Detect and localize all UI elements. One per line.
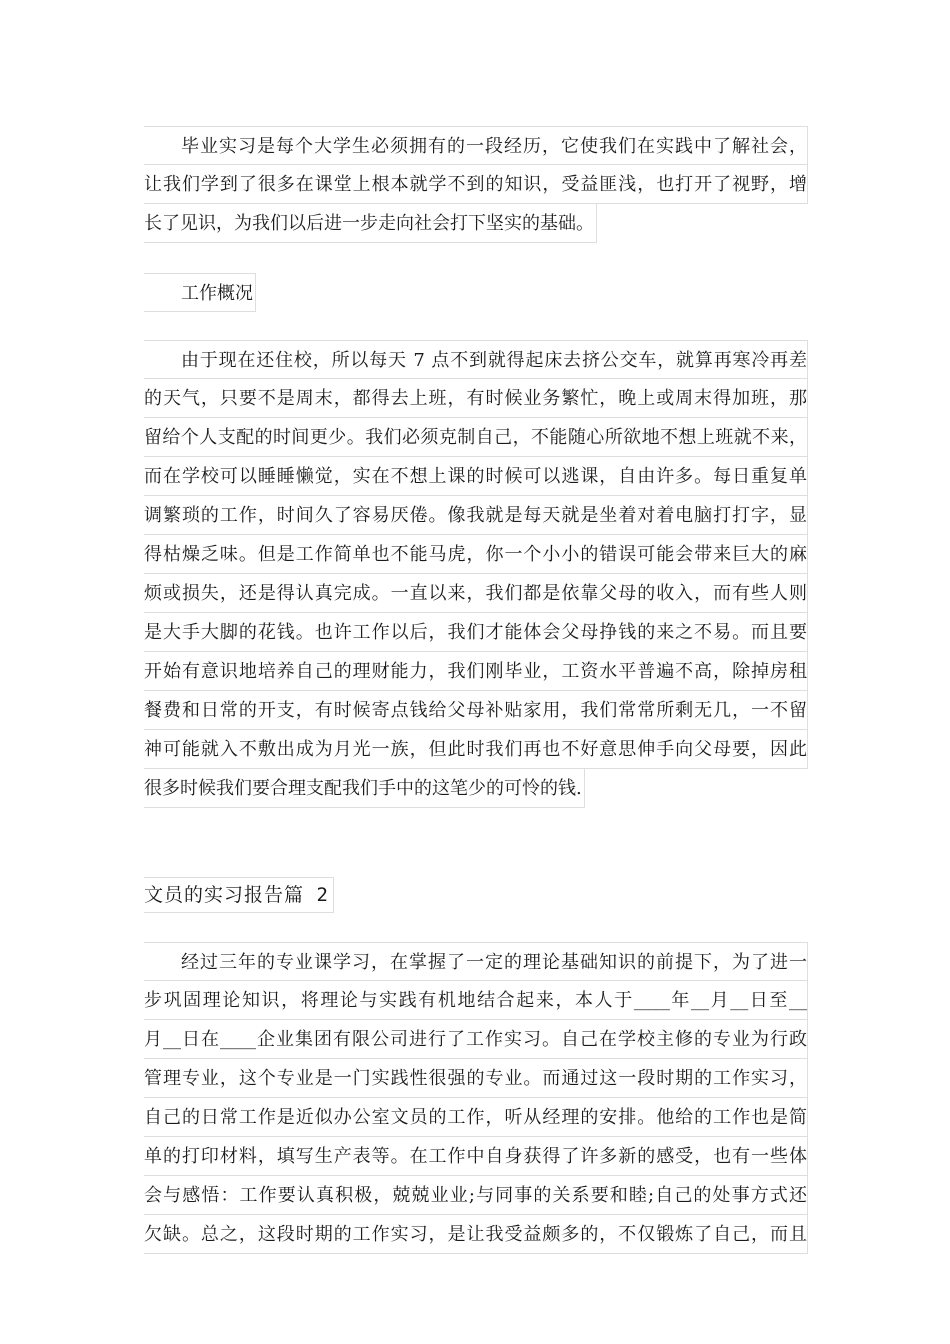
- text-line: 是大手大脚的花钱。也许工作以后，我们才能体会父母挣钱的来之不易。而且要: [144, 613, 808, 652]
- text-line: 会与感悟：工作要认真积极，兢兢业业;与同事的关系要和睦;自己的处事方式还: [144, 1176, 808, 1215]
- text-line: 神可能就入不敷出成为月光一族，但此时我们再也不好意思伸手向父母要，因此: [144, 730, 808, 769]
- text-line: 留给个人支配的时间更少。我们必须克制自己，不能随心所欲地不想上班就不来，: [144, 418, 808, 457]
- text-line: 餐费和日常的开支，有时候寄点钱给父母补贴家用，我们常常所剩无几，一不留: [144, 691, 808, 730]
- text-line: 步巩固理论知识，将理论与实践有机地结合起来，本人于____年__月__日至__: [144, 981, 808, 1020]
- paragraph-intro: [144, 126, 808, 247]
- text-line: 单的打印材料，填写生产表等。在工作中自身获得了许多新的感受，也有一些体: [144, 1137, 808, 1176]
- text-line: 开始有意识地培养自己的理财能力，我们刚毕业，工资水平普遍不高，除掉房租: [144, 652, 808, 691]
- text-line: 欠缺。总之，这段时期的工作实习，是让我受益颇多的，不仅锻炼了自己，而且: [144, 1215, 808, 1254]
- text-line: 让我们学到了很多在课堂上根本就学不到的知识，受益匪浅，也打开了视野，增: [144, 165, 808, 204]
- paragraph-report-2: [144, 942, 808, 1254]
- text-line: 的天气，只要不是周末，都得去上班，有时候业务繁忙，晚上或周末得加班，那: [144, 379, 808, 418]
- text-line: 管理专业，这个专业是一门实践性很强的专业。而通过这一段时期的工作实习，: [144, 1059, 808, 1098]
- section-title: 文员的实习报告篇 2: [144, 877, 334, 913]
- text-line: 而在学校可以睡睡懒觉，实在不想上课的时候可以逃课，自由许多。每日重复单: [144, 457, 808, 496]
- text-line: 自己的日常工作是近似办公室文员的工作，听从经理的安排。他给的工作也是简: [144, 1098, 808, 1137]
- text-line: 很多时候我们要合理支配我们手中的这笔少的可怜的钱.: [144, 769, 585, 808]
- text-line: 月__日在____企业集团有限公司进行了工作实习。自己在学校主修的专业为行政: [144, 1020, 808, 1059]
- text-line: 调繁琐的工作，时间久了容易厌倦。像我就是每天就是坐着对着电脑打打字，显: [144, 496, 808, 535]
- subheading-block: [144, 273, 808, 316]
- text-line: 得枯燥乏味。但是工作简单也不能马虎，你一个小小的错误可能会带来巨大的麻: [144, 535, 808, 574]
- subheading: 工作概况: [144, 273, 256, 312]
- document-page: [144, 126, 808, 1254]
- text-line: 长了见识，为我们以后进一步走向社会打下坚实的基础。: [144, 204, 597, 243]
- paragraph-work-overview: [144, 340, 808, 812]
- text-line: 烦或损失，还是得认真完成。一直以来，我们都是依靠父母的收入，而有些人则: [144, 574, 808, 613]
- text-line: 毕业实习是每个大学生必须拥有的一段经历，它使我们在实践中了解社会，: [144, 126, 808, 165]
- text-line: 经过三年的专业课学习，在掌握了一定的理论基础知识的前提下，为了进一: [144, 942, 808, 981]
- section-title-block: [144, 877, 808, 913]
- text-line: 由于现在还住校，所以每天 7 点不到就得起床去挤公交车，就算再寒冷再差: [144, 340, 808, 379]
